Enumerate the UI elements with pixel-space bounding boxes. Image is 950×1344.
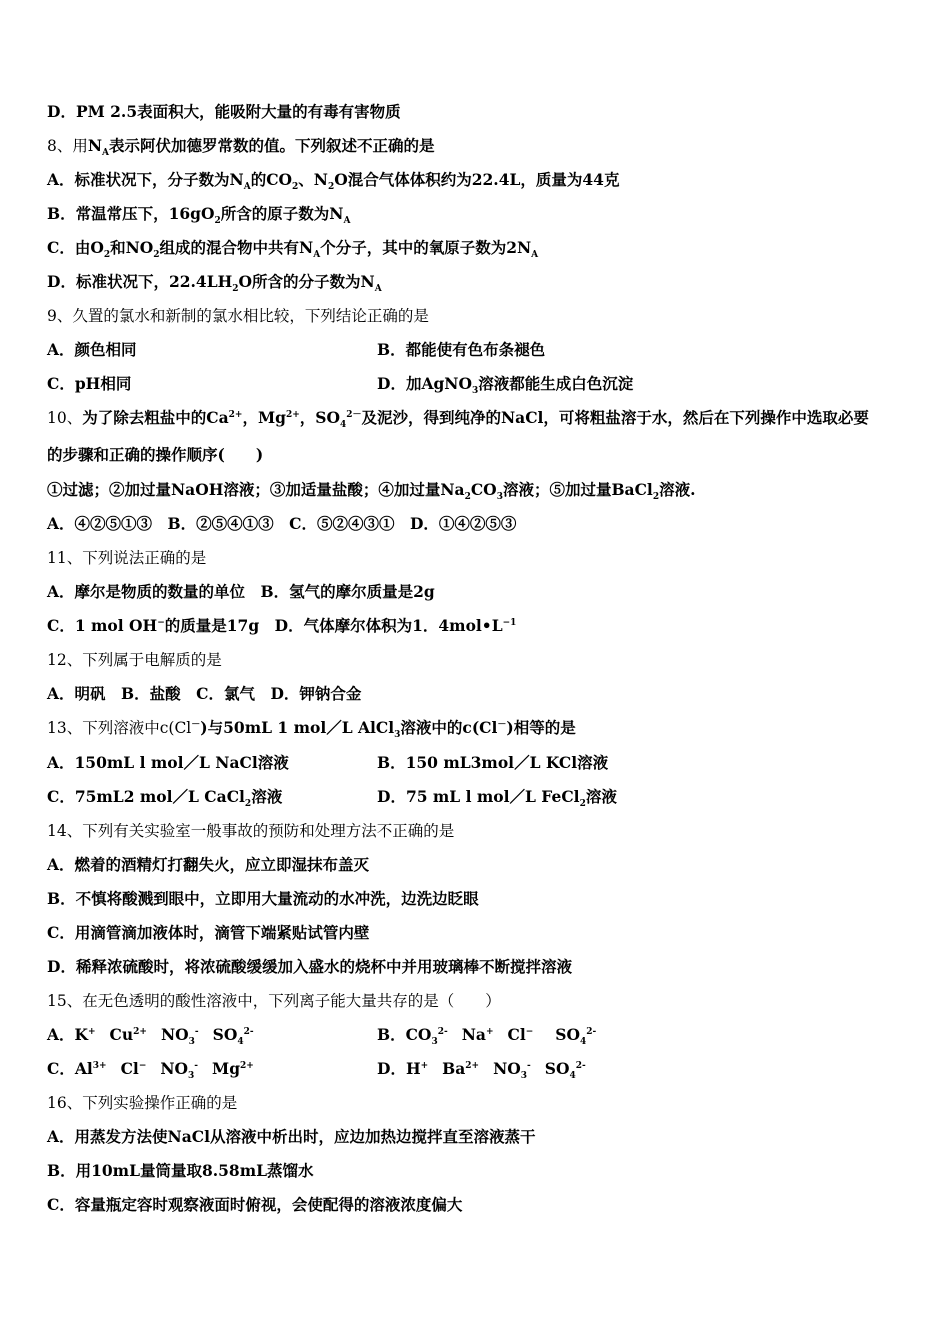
q14-option-a: A．燃着的酒精灯打翻失火，应立即湿抹布盖灭: [47, 855, 370, 874]
q13-stem: 13、下列溶液中c(Cl－)与50mL 1 mol／L AlCl$_3$溶液中的c(Cl－)相等的是: [47, 718, 576, 741]
q8-option-d: D．标准状况下，$22.4LH_2O$所含的分子数为$N_A$: [47, 272, 382, 295]
q10-stem-continued: 的步骤和正确的操作顺序( ): [47, 445, 264, 464]
q14-option-c: C．用滴管滴加液体时，滴管下端紧贴试管内壁: [47, 923, 370, 942]
q9-option-c: C．pH相同: [47, 374, 132, 393]
q11-options-cd: C．1 mol OH−的质量是17g D．气体摩尔体积为1．$4mol•L^{-1}$: [47, 616, 517, 635]
q7-option-d: D．PM 2.5表面积大，能吸附大量的有毒有害物质: [47, 102, 401, 121]
q10-stem: 10、为了除去粗盐中的$Ca^{2+}$，$Mg^{2+}$，$SO_4^{2-}$及泥沙，得到纯净的NaCl，可将粗盐溶于水，然后在下列操作中选取必要: [47, 408, 869, 431]
q15-stem: 15、在无色透明的酸性溶液中，下列离子能大量共存的是（ ）: [47, 992, 501, 1010]
q8-option-b: B．常温常压下，$16gO_2$所含的原子数为$N_A$: [47, 204, 351, 227]
q15-option-b: B．$CO_3^{2-}$ Na+ Cl− $SO_4^{2-}$: [377, 1025, 597, 1048]
q13-option-b: B．150 mL3mol／L KCl溶液: [377, 753, 609, 772]
q11-options-ab: A．摩尔是物质的数量的单位 B．氢气的摩尔质量是2g: [47, 582, 435, 601]
q15-option-c: C．$Al^{3+}$ Cl− $NO_3^-$ $Mg^{2+}$: [47, 1059, 254, 1082]
q9-stem: 9、久置的氯水和新制的氯水相比较，下列结论正确的是: [47, 307, 429, 325]
q10-options: A．④②⑤①③ B．②⑤④①③ C．⑤②④③① D．①④②⑤③: [47, 514, 517, 533]
q9-option-b: B．都能使有色布条褪色: [377, 340, 546, 359]
q14-stem: 14、下列有关实验室一般事故的预防和处理方法不正确的是: [47, 822, 455, 840]
q16-stem: 16、下列实验操作正确的是: [47, 1094, 238, 1112]
q10-steps: ①过滤；②加过量NaOH溶液；③加适量盐酸；④加过量$Na_2CO_3$溶液；⑤加过量BaCl$_2$溶液.: [47, 480, 696, 503]
q9-option-d: D．加AgNO$_3$溶液都能生成白色沉淀: [377, 374, 634, 397]
q12-stem: 12、下列属于电解质的是: [47, 651, 222, 669]
q14-option-d: D．稀释浓硫酸时，将浓硫酸缓缓加入盛水的烧杯中并用玻璃棒不断搅拌溶液: [47, 957, 572, 976]
q13-option-a: A．150mL l mol／L NaCl溶液: [47, 753, 289, 772]
q8-option-a: A．标准状况下，分子数为$N_A$的$CO_2$、$N_2O$混合气体体积约为22.4L，质量为44克: [47, 170, 620, 193]
q13-option-d: D．75 mL l mol／L FeCl$_2$溶液: [377, 787, 617, 810]
q16-option-a: A．用蒸发方法使NaCl从溶液中析出时，应边加热边搅拌直至溶液蒸干: [47, 1127, 536, 1146]
q16-option-b: B．用10mL量筒量取8.58mL蒸馏水: [47, 1161, 314, 1180]
q11-stem: 11、下列说法正确的是: [47, 549, 207, 567]
q8-stem: 8、用$N_A$表示阿伏加德罗常数的值。下列叙述不正确的是: [47, 136, 435, 159]
q8-option-c: C．由$O_2$和$NO_2$组成的混合物中共有$N_A$个分子，其中的氧原子数为$2N_A$: [47, 238, 539, 261]
q9-option-a: A．颜色相同: [47, 340, 137, 359]
q14-option-b: B．不慎将酸溅到眼中，立即用大量流动的水冲洗，边洗边眨眼: [47, 889, 479, 908]
q15-option-a: A．K+ $Cu^{2+}$ $NO_3^-$ $SO_4^{2-}$: [47, 1025, 254, 1048]
q13-option-c: C．75mL2 mol／L CaCl$_2$溶液: [47, 787, 283, 810]
q15-option-d: D．H+ $Ba^{2+}$ $NO_3^-$ $SO_4^{2-}$: [377, 1059, 586, 1082]
q12-options: A．明矾 B．盐酸 C．氯气 D．钾钠合金: [47, 684, 362, 703]
q16-option-c: C．容量瓶定容时观察液面时俯视，会使配得的溶液浓度偏大: [47, 1195, 463, 1214]
